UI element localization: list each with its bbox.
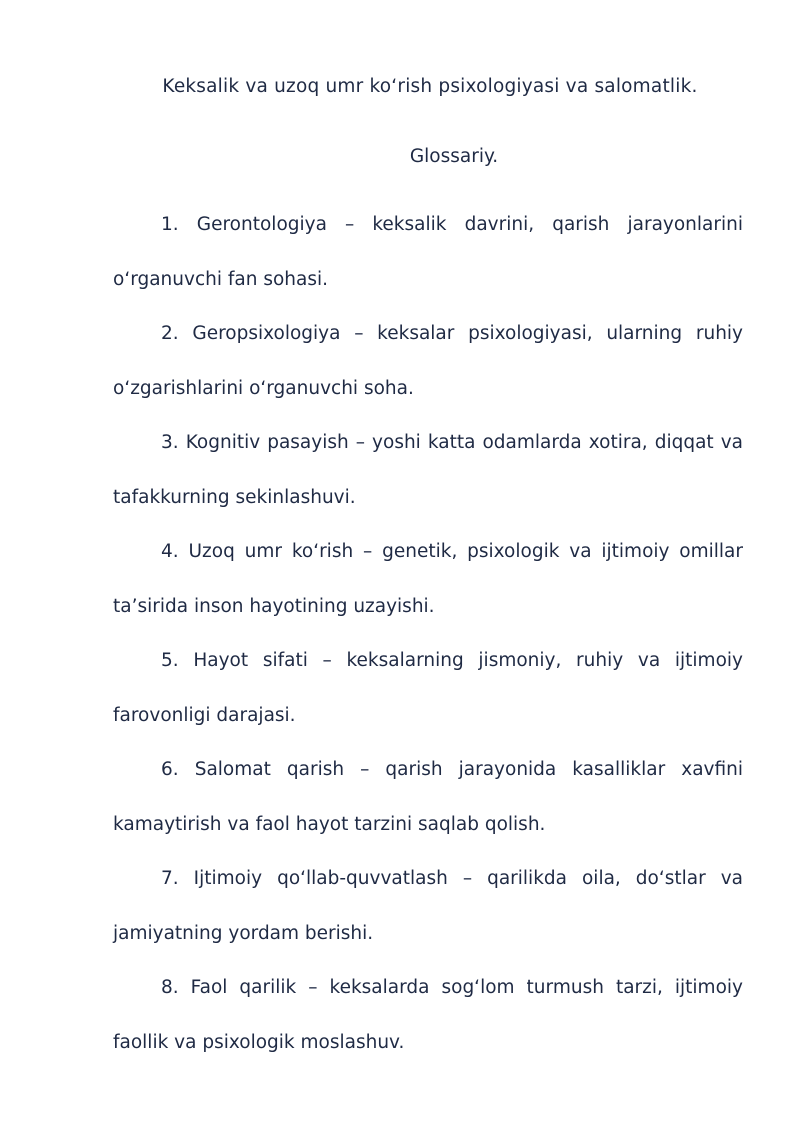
entry-number: 7. xyxy=(161,868,179,889)
glossary-heading: Glossariy. xyxy=(409,146,499,167)
page-title: Keksalik va uzoq umr ko‘rish psixologiyasi va salomatlik. xyxy=(162,76,698,97)
glossary-entry xyxy=(113,852,743,961)
entry-text-line1: Gerontologiya – keksalik davrini, qarish jarayonlarini xyxy=(196,214,743,235)
glossary-entry xyxy=(113,198,743,307)
entry-text-line1: Kognitiv pasayish – yoshi katta odamlarda xotira, diqqat va xyxy=(185,432,743,453)
glossary-entry xyxy=(113,416,743,525)
entry-text-line2: ta’sirida inson hayotining uzayishi. xyxy=(113,595,435,617)
entry-text-line1: Hayot sifati – keksalarning jismoniy, ruhiy va ijtimoiy xyxy=(193,650,743,671)
entry-number: 4. xyxy=(161,541,179,562)
glossary-entry xyxy=(113,634,743,743)
glossary-entry xyxy=(113,743,743,852)
entry-text-line1: Salomat qarish – qarish jarayonida kasalliklar xavfini xyxy=(194,759,743,780)
entry-number: 8. xyxy=(161,977,179,998)
entry-text-line1: Ijtimoiy qo‘llab-quvvatlash – qarilikda oila, do‘stlar va xyxy=(193,868,743,889)
entry-text-line2: o‘zgarishlarini o‘rganuvchi soha. xyxy=(113,377,414,399)
entry-text-line2: kamaytirish va faol hayot tarzini saqlab qolish. xyxy=(113,813,546,835)
entry-text-line1: Uzoq umr ko‘rish – genetik, psixologik va ijtimoiy omillar xyxy=(188,541,744,562)
entry-text-line2: faollik va psixologik moslashuv. xyxy=(113,1031,405,1053)
entry-number: 1. xyxy=(161,214,179,235)
glossary-list xyxy=(113,198,743,1070)
entry-number: 2. xyxy=(161,323,179,344)
entry-text-line2: farovonligi darajasi. xyxy=(113,704,296,726)
entry-number: 6. xyxy=(161,759,179,780)
entry-text-line1: Geropsixologiya – keksalar psixologiyasi, ularning ruhiy xyxy=(192,323,744,344)
glossary-entry xyxy=(113,307,743,416)
entry-text-line2: o‘rganuvchi fan sohasi. xyxy=(113,268,329,290)
entry-number: 5. xyxy=(161,650,179,671)
glossary-entry xyxy=(113,525,743,634)
entry-text-line1: Faol qarilik – keksalarda sog‘lom turmush tarzi, ijtimoiy xyxy=(190,977,743,998)
glossary-entry xyxy=(113,961,743,1070)
entry-text-line2: tafakkurning sekinlashuvi. xyxy=(113,486,356,508)
entry-text-line2: jamiyatning yordam berishi. xyxy=(113,922,374,944)
entry-number: 3. xyxy=(161,432,179,453)
